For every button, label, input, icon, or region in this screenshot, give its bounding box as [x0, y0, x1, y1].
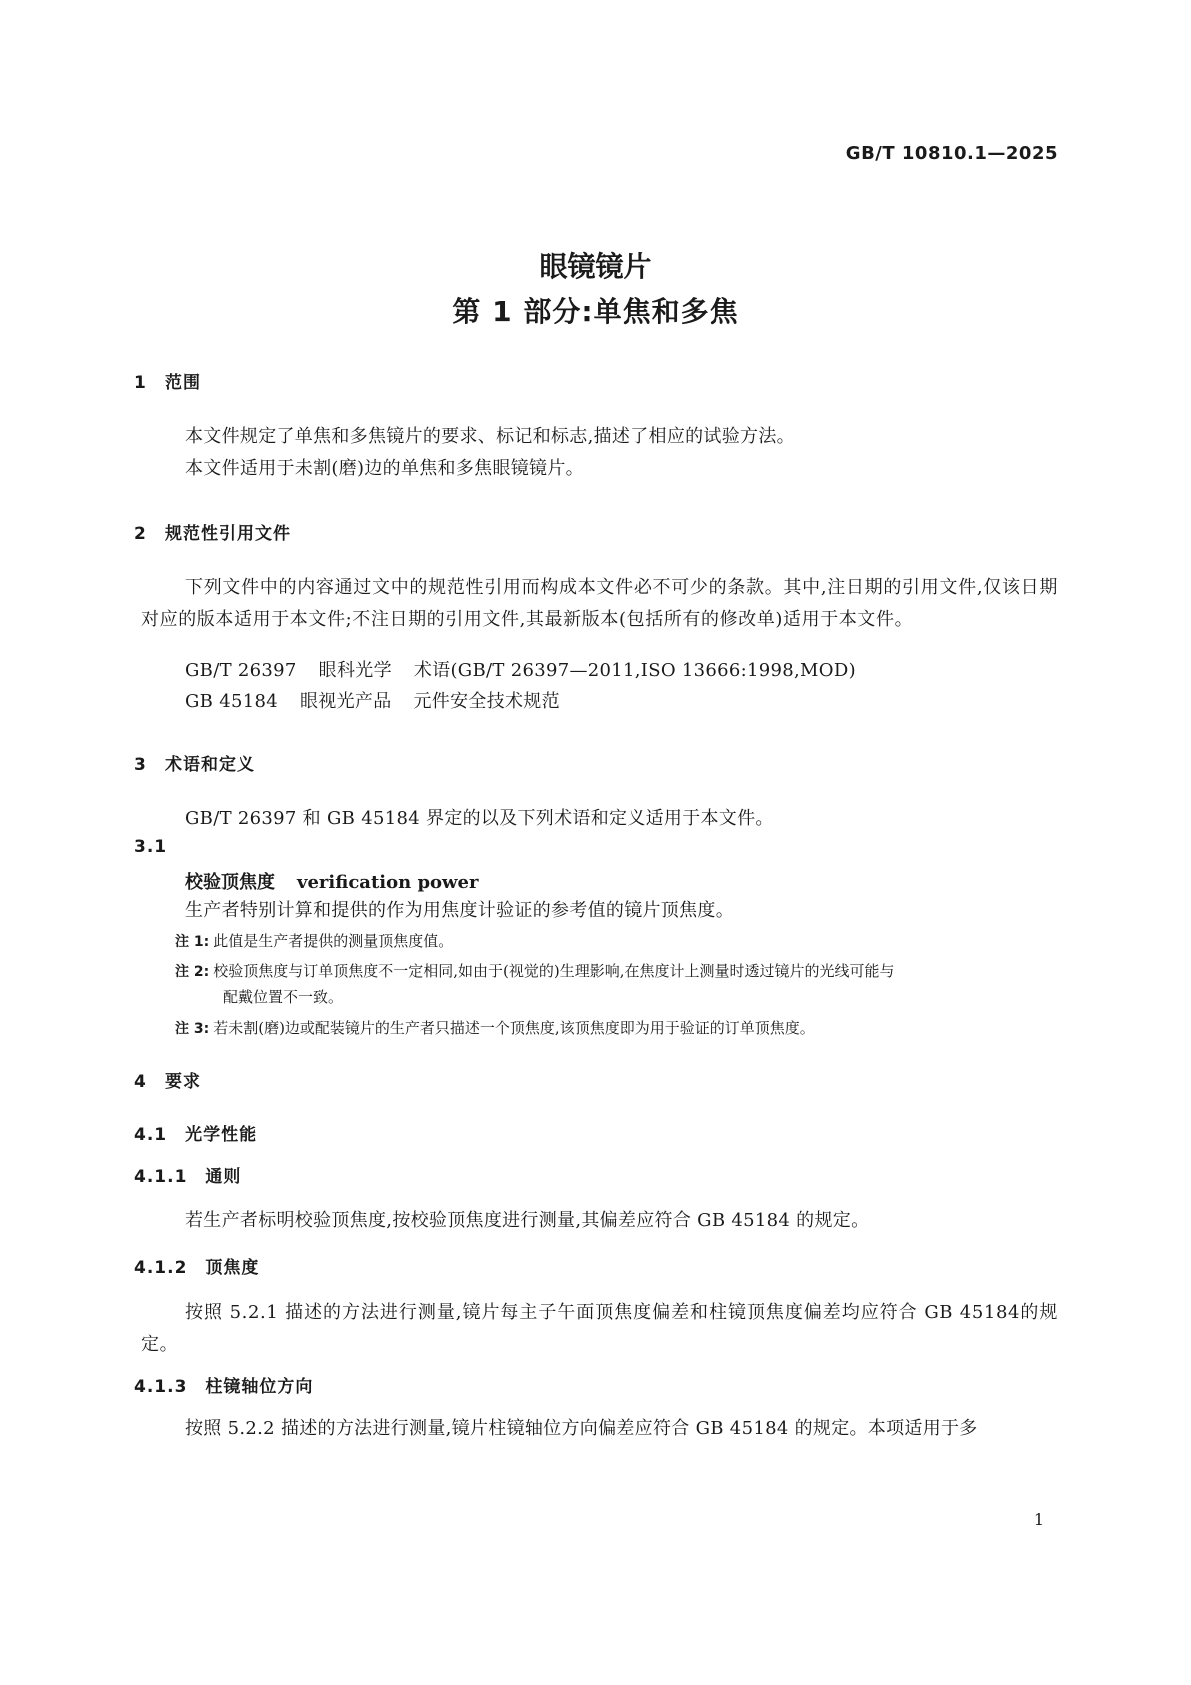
section-title: 范围 [165, 373, 201, 393]
section-1-heading [134, 368, 201, 393]
section-title: 术语和定义 [165, 755, 255, 775]
note-text: 校验顶焦度与订单顶焦度不一定相同,如由于(视觉的)生理影响,在焦度计上测量时透过镜片的光线可能与 [213, 962, 895, 980]
note-text: 此值是生产者提供的测量顶焦度值。 [213, 932, 454, 950]
section-number: 2 [134, 524, 147, 544]
note-1 [175, 930, 453, 951]
note-2-continuation: 配戴位置不一致。 [223, 988, 344, 1006]
note-3 [175, 1017, 815, 1038]
reference-title-b: 术语(GB/T 26397—2011,ISO 13666:1998,MOD) [413, 660, 856, 681]
reference-code: GB 45184 [185, 691, 278, 712]
subsection-4-1-1-heading [134, 1162, 241, 1187]
note-label: 注 2: [175, 964, 210, 980]
terms-intro: GB/T 26397 和 GB 45184 界定的以及下列术语和定义适用于本文件。 [185, 808, 774, 829]
term-definition: 生产者特别计算和提供的作为用焦度计验证的参考值的镜片顶焦度。 [185, 900, 734, 921]
term-number: 3.1 [134, 837, 168, 857]
scope-paragraph-2: 本文件适用于未割(磨)边的单焦和多焦眼镜镜片。 [185, 458, 584, 479]
section-title: 规范性引用文件 [165, 524, 291, 544]
section-title: 要求 [165, 1072, 201, 1092]
reference-item [185, 656, 856, 686]
section-4-heading [134, 1067, 201, 1092]
general-requirement-text: 若生产者标明校验顶焦度,按校验顶焦度进行测量,其偏差应符合 GB 45184 的规定。 [185, 1210, 870, 1231]
page-number: 1 [1033, 1510, 1044, 1529]
subsection-4-1-2-heading [134, 1253, 259, 1278]
reference-code: GB/T 26397 [185, 660, 297, 681]
subsection-number: 4.1.2 [134, 1258, 188, 1278]
document-title: 眼镜镜片 [539, 250, 652, 283]
subsection-number: 4.1.3 [134, 1377, 188, 1397]
cylinder-axis-requirement-text: 按照 5.2.2 描述的方法进行测量,镜片柱镜轴位方向偏差应符合 GB 45184 的规定。本项适用于多 [185, 1418, 978, 1439]
subsection-title: 柱镜轴位方向 [205, 1377, 314, 1397]
term-chinese: 校验顶焦度 [185, 872, 275, 893]
note-2 [175, 960, 894, 981]
subsection-number: 4.1.1 [134, 1167, 188, 1187]
normative-references-paragraph: 下列文件中的内容通过文中的规范性引用而构成本文件必不可少的条款。其中,注日期的引用文件,仅该日期对应的版本适用于本文件;不注日期的引用文件,其最新版本(包括所有的修改单)适用于本文件。 [141, 577, 1058, 630]
note-label: 注 3: [175, 1021, 210, 1037]
section-2-heading [134, 519, 291, 544]
section-3-heading [134, 750, 255, 775]
reference-title-a: 眼视光产品 [300, 691, 392, 712]
standard-number: GB/T 10810.1—2025 [845, 143, 1058, 164]
subsection-title: 顶焦度 [205, 1258, 260, 1278]
subsection-4-1-3-heading [134, 1372, 313, 1397]
section-number: 3 [134, 755, 147, 775]
document-subtitle: 第 1 部分:单焦和多焦 [452, 295, 739, 328]
note-label: 注 1: [175, 934, 210, 950]
subsection-4-1-heading [134, 1120, 257, 1145]
scope-paragraph-1: 本文件规定了单焦和多焦镜片的要求、标记和标志,描述了相应的试验方法。 [185, 426, 795, 447]
reference-item [185, 687, 560, 717]
reference-title-a: 眼科光学 [318, 660, 392, 681]
term-english: verification power [297, 872, 479, 893]
subsection-title: 光学性能 [185, 1125, 258, 1145]
subsection-number: 4.1 [134, 1125, 168, 1145]
section-number: 1 [134, 373, 147, 393]
subsection-title: 通则 [205, 1167, 242, 1187]
vertex-power-requirement-text: 按照 5.2.1 描述的方法进行测量,镜片每主子午面顶焦度偏差和柱镜顶焦度偏差均应符合 GB 45184的规定。 [141, 1302, 1058, 1355]
section-number: 4 [134, 1072, 147, 1092]
reference-title-b: 元件安全技术规范 [413, 691, 560, 712]
note-text: 若未割(磨)边或配装镜片的生产者只描述一个顶焦度,该顶焦度即为用于验证的订单顶焦度。 [213, 1019, 815, 1037]
term-entry [185, 868, 478, 894]
